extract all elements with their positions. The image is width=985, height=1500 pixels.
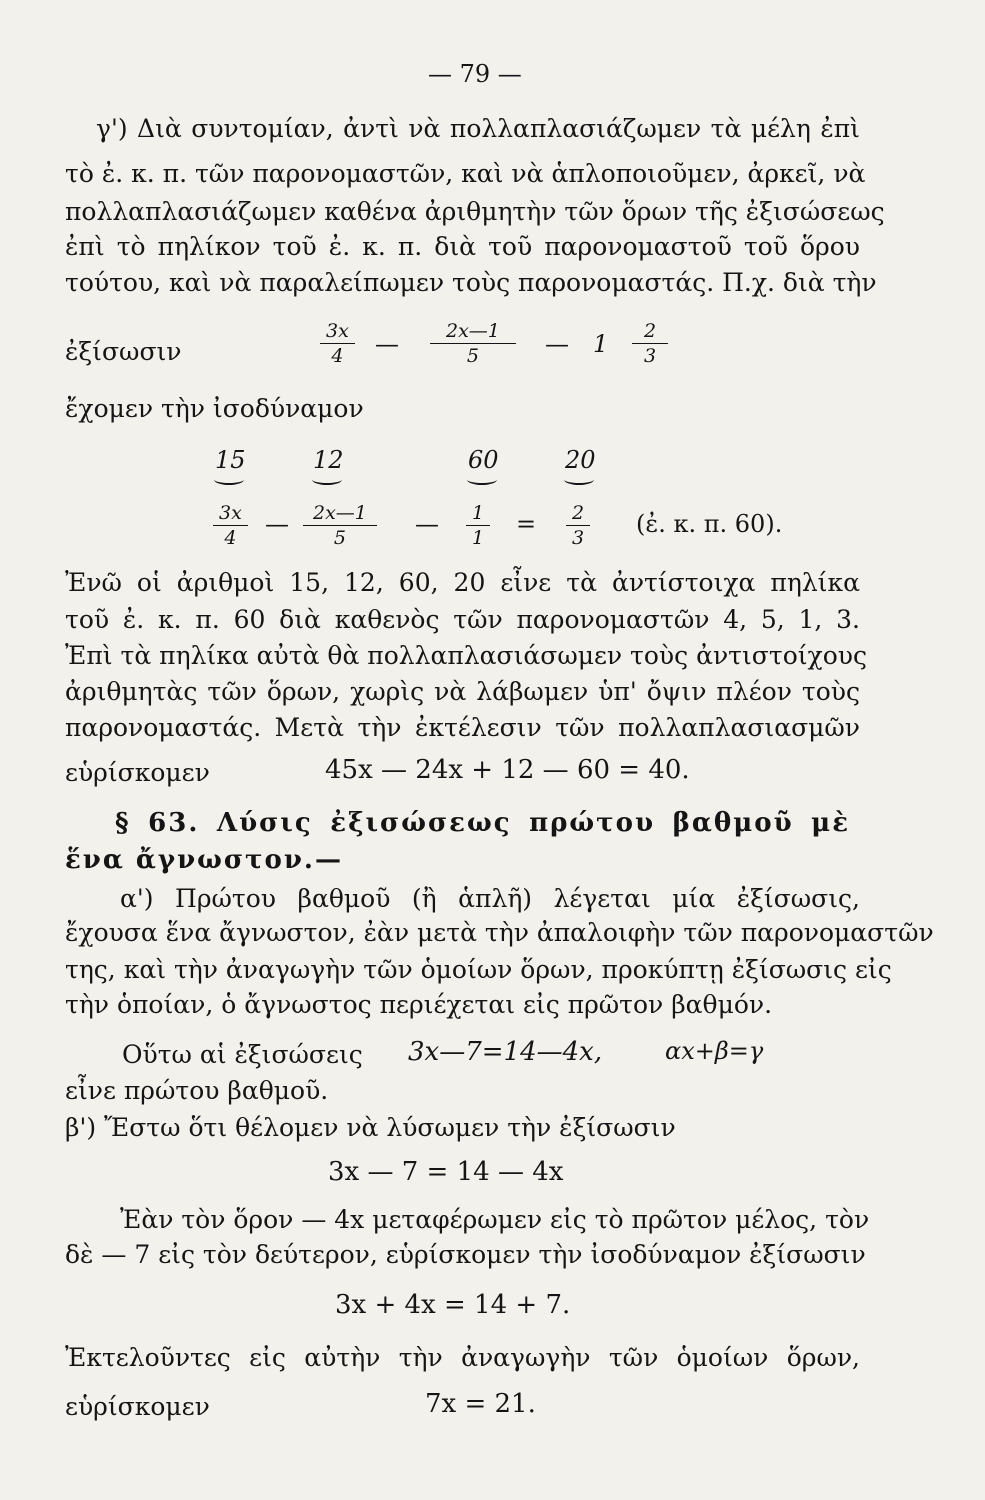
result-equation: 45x — 24x + 12 — 60 = 40. (325, 755, 690, 785)
denominator: 3 (644, 345, 657, 367)
example-equation: αx+β=γ (665, 1037, 764, 1065)
paragraph-c-line: πολλαπλασιάζωμεν καθένα ἀριθμητὴν τῶν ὅρων τῆς ἐξισώσεως (65, 197, 885, 226)
equivalent-label: ἔχομεν τὴν ἰσοδύναμον (65, 394, 364, 423)
minus-sign: — (415, 510, 439, 538)
paragraph-a-line: α') Πρώτου βαθμοῦ (ἢ ἁπλῆ) λέγεται μία ἐξίσωσις, (120, 884, 860, 913)
examples-label: Οὕτω αἱ ἐξισώσεις (122, 1040, 363, 1069)
paragraph-a-line: ἔχουσα ἕνα ἄγνωστον, ἐὰν μετὰ τὴν ἀπαλοιφὴν τῶν παρονομαστῶν (65, 918, 934, 947)
numerator: 2 (566, 502, 590, 526)
paragraph-line: ἀριθμητὰς τῶν ὅρων, χωρὶς νὰ λάβωμεν ὑπ' ὄψιν πλέον τοὺς (65, 677, 860, 706)
numerator: 2x—1 (430, 320, 516, 344)
paragraph-c-line: ἐπὶ τὸ πηλίκον τοῦ ἐ. κ. π. διὰ τοῦ παρονομαστοῦ τοῦ ὅρου (65, 232, 860, 261)
minus-sign: — (375, 330, 399, 358)
numerator: 3x (320, 320, 355, 344)
closing-line: εἶνε πρώτου βαθμοῦ. (65, 1076, 329, 1105)
paragraph-b-line: Ἐκτελοῦντες εἰς αὐτὴν τὴν ἀναγωγὴν τῶν ὁμοίων ὅρων, (65, 1343, 860, 1372)
numerator: 2x—1 (303, 502, 377, 526)
multiplier: 15 (215, 446, 246, 474)
denominator: 1 (472, 527, 485, 549)
result-label: εὑρίσκομεν (65, 758, 210, 787)
brace-mark (564, 474, 594, 485)
section-heading: § 63. Λύσις ἐξισώσεως πρώτου βαθμοῦ μὲ (115, 808, 850, 838)
fraction-2x-1-over-5 (303, 502, 377, 549)
minus-sign: — (545, 330, 569, 358)
numerator: 3x (213, 502, 248, 526)
fraction-3x-over-4 (320, 320, 355, 367)
denominator: 4 (224, 527, 237, 549)
multiplier: 60 (468, 446, 499, 474)
fraction-2x-1-over-5 (430, 320, 516, 367)
integer-one: 1 (593, 330, 609, 358)
equation-label: ἐξίσωσιν (65, 337, 182, 366)
lcm-note: (ἐ. κ. π. 60). (636, 510, 783, 538)
paragraph-c-line: τὸ ἐ. κ. π. τῶν παρονομαστῶν, καὶ νὰ ἁπλοποιοῦμεν, ἀρκεῖ, νὰ (65, 159, 866, 188)
equals-sign: = (516, 510, 537, 538)
brace-mark (467, 474, 497, 485)
result-equation: 7x = 21. (425, 1389, 536, 1419)
minus-sign: — (265, 510, 289, 538)
fraction-2-over-3 (632, 320, 668, 367)
paragraph-a-line: τὴν ὁποίαν, ὁ ἄγνωστος περιέχεται εἰς πρῶτον βαθμόν. (65, 990, 773, 1019)
paragraph-b-intro: β') Ἔστω ὅτι θέλομεν νὰ λύσωμεν τὴν ἐξίσωσιν (65, 1113, 676, 1142)
denominator: 4 (331, 345, 344, 367)
section-heading-cont: ἕνα ἄγνωστον.— (65, 845, 343, 875)
paragraph-b-line: Ἐὰν τὸν ὅρον — 4x μεταφέρωμεν εἰς τὸ πρῶτον μέλος, τὸν (120, 1205, 870, 1234)
page-number: — 79 — (428, 60, 522, 88)
fraction-3x-over-4 (213, 502, 248, 549)
numerator: 2 (632, 320, 668, 344)
multiplier: 12 (313, 446, 344, 474)
paragraph-line: Ἐνῶ οἱ ἀριθμοὶ 15, 12, 60, 20 εἶνε τὰ ἀντίστοιχα πηλίκα (65, 568, 860, 597)
brace-mark (312, 474, 342, 485)
example-equation: 3x—7=14—4x, (408, 1037, 603, 1067)
paragraph-c-line: τούτου, καὶ νὰ παραλείπωμεν τοὺς παρονομαστάς. Π.χ. διὰ τὴν (65, 268, 877, 297)
paragraph-c-line: γ') Διὰ συντομίαν, ἀντὶ νὰ πολλαπλασιάζωμεν τὰ μέλη ἐπὶ (96, 114, 860, 143)
paragraph-line: Ἐπὶ τὰ πηλίκα αὐτὰ θὰ πολλαπλασιάσωμεν τοὺς ἀντιστοίχους (65, 641, 867, 670)
result-label: εὑρίσκομεν (65, 1392, 210, 1421)
paragraph-a-line: της, καὶ τὴν ἀναγωγὴν τῶν ὁμοίων ὅρων, προκύπτῃ ἐξίσωσις εἰς (65, 955, 892, 984)
centered-equation: 3x — 7 = 14 — 4x (328, 1157, 564, 1187)
paragraph-line: τοῦ ἐ. κ. π. 60 διὰ καθενὸς τῶν παρονομαστῶν 4, 5, 1, 3. (65, 605, 860, 634)
centered-equation: 3x + 4x = 14 + 7. (335, 1290, 571, 1320)
paragraph-line: παρονομαστάς. Μετὰ τὴν ἐκτέλεσιν τῶν πολλαπλασιασμῶν (65, 713, 860, 742)
multiplier: 20 (565, 446, 596, 474)
fraction-1-over-1 (466, 502, 490, 549)
denominator: 5 (466, 345, 479, 367)
paragraph-b-line: δὲ — 7 εἰς τὸν δεύτερον, εὑρίσκομεν τὴν ἰσοδύναμον ἐξίσωσιν (65, 1240, 866, 1269)
brace-mark (214, 474, 244, 485)
numerator: 1 (466, 502, 490, 526)
fraction-2-over-3 (566, 502, 590, 549)
denominator: 3 (572, 527, 585, 549)
denominator: 5 (333, 527, 346, 549)
